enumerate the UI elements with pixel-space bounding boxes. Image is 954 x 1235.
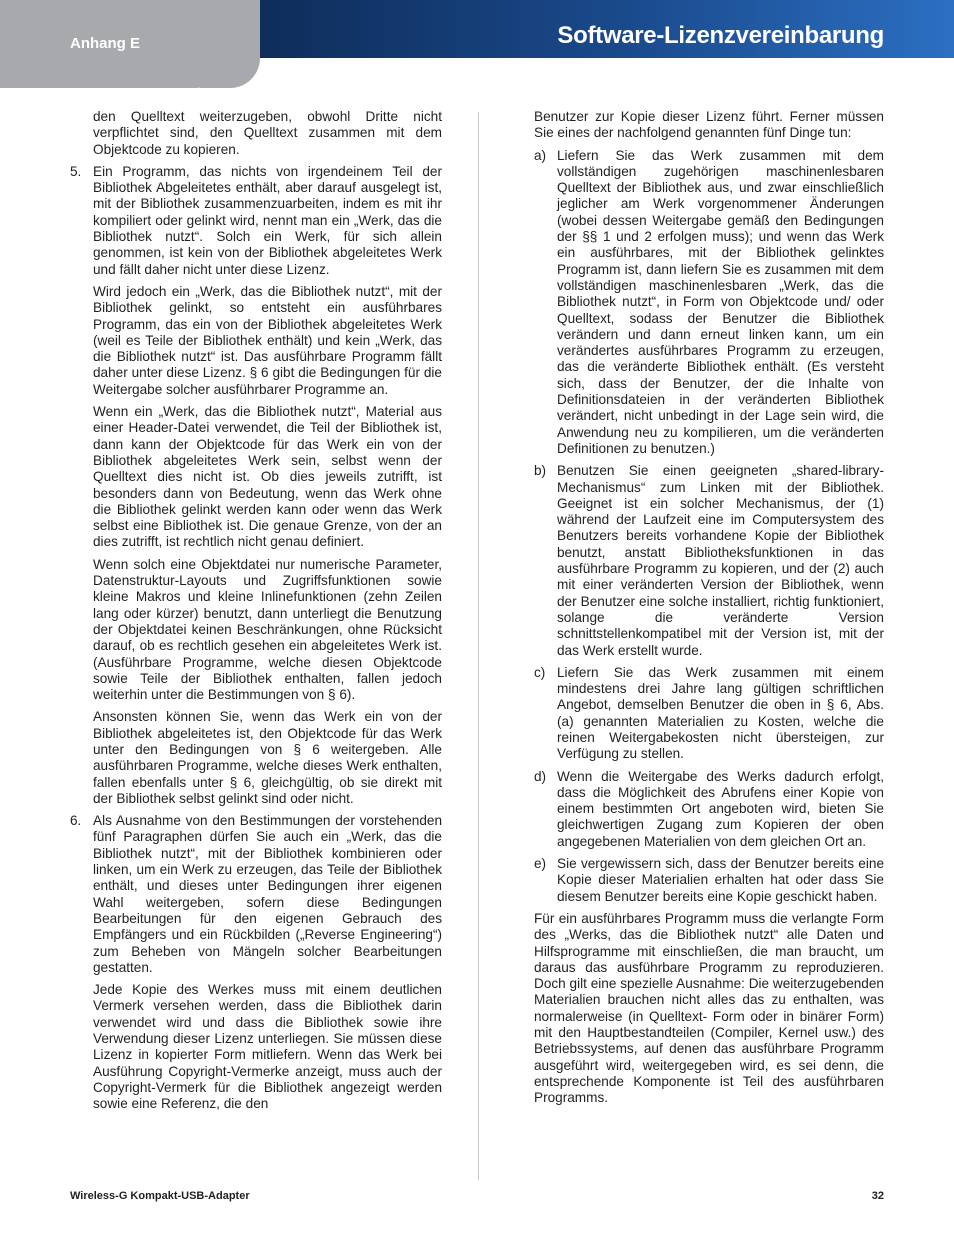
- page-title: Software-Lizenzvereinbarung: [557, 22, 884, 49]
- page-header: [0, 0, 954, 88]
- list-item-b: [534, 463, 884, 659]
- section-5-paragraph-5: Ansonsten können Sie, wenn das Werk ein von der Bibliothek abgeleitetes ist, den Objektcode für das Werk unter den Bedingungen von § 6 weitergeben. Alle ausführbaren Programme, welche dieses Werk enthalten, fallen ebenfalls unter § 6, gleichgültig, ob sie direkt mit der Bibliothek selbst gelinkt sind oder nicht.: [93, 709, 442, 806]
- section-6-paragraph-1: Als Ausnahme von den Bestimmungen der vorstehenden fünf Paragraphen dürfen Sie auch ein „Werk, das die Bibliothek nutzt“, mit der Bibliothek kombinieren oder linken, um ein Werk zu erzeugen, das Teile der Bibliothek enthält, und dieses unter Bedingungen ihrer eigenen Wahl weitergeben, sofern diese Bedingungen Bearbeitungen für den eigenen Gebrauch des Empfängers und ein Rückbilden („Reverse Engineering“) zum Beheben von Mängeln solcher Bearbeitungen gestatten.: [93, 813, 442, 975]
- section-5-paragraph-4: Wenn solch eine Objektdatei nur numerische Parameter, Datenstruktur-Layouts und Zugriffsfunktionen sowie kleine Makros und kleine Inlinefunktionen (zehn Zeilen lang oder kürzer) benutzt, dann unterliegt die Benutzung der Objektdatei keinen Beschränkungen, ohne Rücksicht darauf, ob es rechtlich gesehen ein abgeleitetes Werk ist. (Ausführbare Programme, welche diesen Objektcode sowie Teile der Bibliothek enthalten, fallen jedoch weiterhin unter die Bestimmungen von § 6).: [93, 556, 442, 703]
- section-number: 5.: [70, 163, 82, 179]
- continuation-paragraph: den Quelltext weiterzugeben, obwohl Dritte nicht verpflichtet sind, den Quelltext zusammen mit dem Objektcode zu kopieren.: [93, 109, 442, 157]
- list-item-c: [534, 665, 884, 763]
- section-6: [70, 813, 442, 1112]
- list-item-text: Sie vergewissern sich, dass der Benutzer bereits eine Kopie dieser Materialien erhalten hat oder dass Sie diesem Benutzer bereits eine Kopie geschickt haben.: [557, 856, 884, 904]
- column-divider: [478, 112, 479, 1180]
- section-6-paragraph-2: Jede Kopie des Werkes muss mit einem deutlichen Vermerk versehen werden, dass die Bibliothek darin verwendet wird und dass die Bibliothek sowie ihre Verwendung dieser Lizenz unterliegen. Sie müssen diese Lizenz in kopierter Form mitliefern. Wenn das Werk bei Ausführung Copyright-Vermerke anzeigt, muss auch der Copyright-Vermerk für die Bibliothek angezeigt werden sowie eine Referenz, die den: [93, 982, 442, 1112]
- footer-product-name: Wireless-G Kompakt-USB-Adapter: [70, 1190, 250, 1202]
- section-number: 6.: [70, 813, 82, 829]
- list-marker: c): [534, 664, 546, 680]
- footer-page-number: 32: [871, 1190, 884, 1202]
- list-marker: a): [534, 147, 547, 163]
- section-5-paragraph-1: Ein Programm, das nichts von irgendeinem Teil der Bibliothek Abgeleitetes enthält, aber darauf ausgelegt ist, mit der Bibliothek zusammenzuarbeiten, indem es mit ihr kompiliert oder gelinkt wird, nennt man ein „Werk, das die Bibliothek nutzt“. Solch ein Werk, für sich allein genommen, ist kein von der Bibliothek abgeleitetes Werk und fällt daher nicht unter diese Lizenz.: [93, 163, 442, 277]
- list-marker: e): [534, 856, 547, 872]
- list-item-text: Liefern Sie das Werk zusammen mit einem mindestens drei Jahre lang gültigen schriftlichen Angebot, demselben Benutzer die oben in § 6, Abs. (a) genannten Materialien zu Kosten, welche die reinen Weitergabekosten nicht übersteigen, zur Verfügung zu stellen.: [557, 664, 884, 762]
- appendix-label: Anhang E: [70, 35, 140, 52]
- continuation-paragraph: Benutzer zur Kopie dieser Lizenz führt. Ferner müssen Sie eines der nachfolgend genannten fünf Dinge tun:: [534, 109, 884, 141]
- list-marker: d): [534, 768, 547, 784]
- list-item-a: [534, 148, 884, 458]
- section-5: [70, 164, 442, 807]
- list-item-d: [534, 769, 884, 850]
- left-column: [70, 109, 442, 1119]
- list-item-e: [534, 856, 884, 905]
- section-5-paragraph-3: Wenn ein „Werk, das die Bibliothek nutzt“, Material aus einer Header-Datei verwendet, die Teil der Bibliothek ist, dann kann der Objektcode für das Werk ein von der Bibliothek abgeleitetes Werk sein, selbst wenn der Quelltext dies nicht ist. Ob dies jeweils zutrifft, ist besonders dann von Bedeutung, wenn das Werk ohne die Bibliothek gelinkt werden kann oder wenn das Werk selbst eine Bibliothek ist. Die genaue Grenze, von der an dies zutrifft, ist rechtlich nicht genau definiert.: [93, 404, 442, 550]
- closing-paragraph: Für ein ausführbares Programm muss die verlangte Form des „Werks, das die Bibliothek nutzt“ alle Daten und Hilfsprogramme mit einschließen, die man braucht, um daraus das ausführbare Programm zu reproduzieren. Doch gilt eine spezielle Ausnahme: Die weiterzugebenden Materialien brauchen nicht alles das zu enthalten, was normalerweise (in Quelltext- Form oder in binärer Form) mit den Hauptbestandteilen (Compiler, Kernel usw.) des Betriebssystems, auf denen das ausführbare Programm ausgeführt wird, weitergegeben wird, es sei denn, die entsprechende Komponente ist Teil des ausführbaren Programms.: [534, 910, 884, 1106]
- section-5-paragraph-2: Wird jedoch ein „Werk, das die Bibliothek nutzt“, mit der Bibliothek gelinkt, so entsteht ein ausführbares Programm, das ein von der Bibliothek abgeleitetes Werk (weil es Teile der Bibliothek enthält) und kein „Werk, das die Bibliothek nutzt“ ist. Das ausführbare Programm fällt daher unter diese Lizenz. § 6 gibt die Bedingungen für die Weitergabe solcher ausführbarer Programme an.: [93, 283, 442, 397]
- list-marker: b): [534, 463, 547, 479]
- list-item-text: Benutzen Sie einen geeigneten „shared-library-Mechanismus“ zum Linken mit der Bibliothek. Geeignet ist ein solcher Mechanismus, der (1) während der Laufzeit eine im Computersystem des Benutzers bereits vorhandene Kopie der Bibliothek benutzt, anstatt Bibliotheksfunktionen in das ausführbare Programm zu kopieren, und der (2) auch mit einer veränderten Version der Bibliothek, wenn der Benutzer eine solche installiert, richtig funktioniert, solange die veränderte Version schnittstellenkompatibel mit der Version ist, mit der das Werk erstellt wurde.: [557, 463, 884, 658]
- list-item-text: Wenn die Weitergabe des Werks dadurch erfolgt, dass die Möglichkeit des Abrufens einer Kopie von einem bestimmten Ort angeboten wird, bieten Sie gleichwertigen Zugang zum Kopieren der oben angegebenen Materialien von dem gleichen Ort an.: [557, 768, 884, 849]
- right-column: [534, 109, 884, 1113]
- list-item-text: Liefern Sie das Werk zusammen mit dem vollständigen zugehörigen maschinenlesbaren Quelltext der Bibliothek aus, und zwar einschließlich jeglicher am Werk vorgenommener Änderungen (wobei dessen Weitergabe gemäß den Bedingungen der §§ 1 und 2 erfolgen muss); und wenn das Werk ein ausführbares, mit der Bibliothek gelinktes Programm ist, dann liefern Sie es zusammen mit dem vollständigen maschinenlesbaren „Werk, das die Bibliothek nutzt“, in Form von Objektcode und/ oder Quelltext, sodass der Benutzer die Bibliothek verändern und dann erneut linken kann, um ein verändertes ausführbares Programm zu erzeugen, das die veränderte Bibliothek enthält. (Es versteht sich, dass der Benutzer, der die Inhalte von Definitionsdateien in der veränderten Bibliothek verändert, nicht unbedingt in der Lage sein wird, die Anwendung neu zu kompilieren, um die veränderten Definitionen zu benutzen.): [557, 147, 884, 456]
